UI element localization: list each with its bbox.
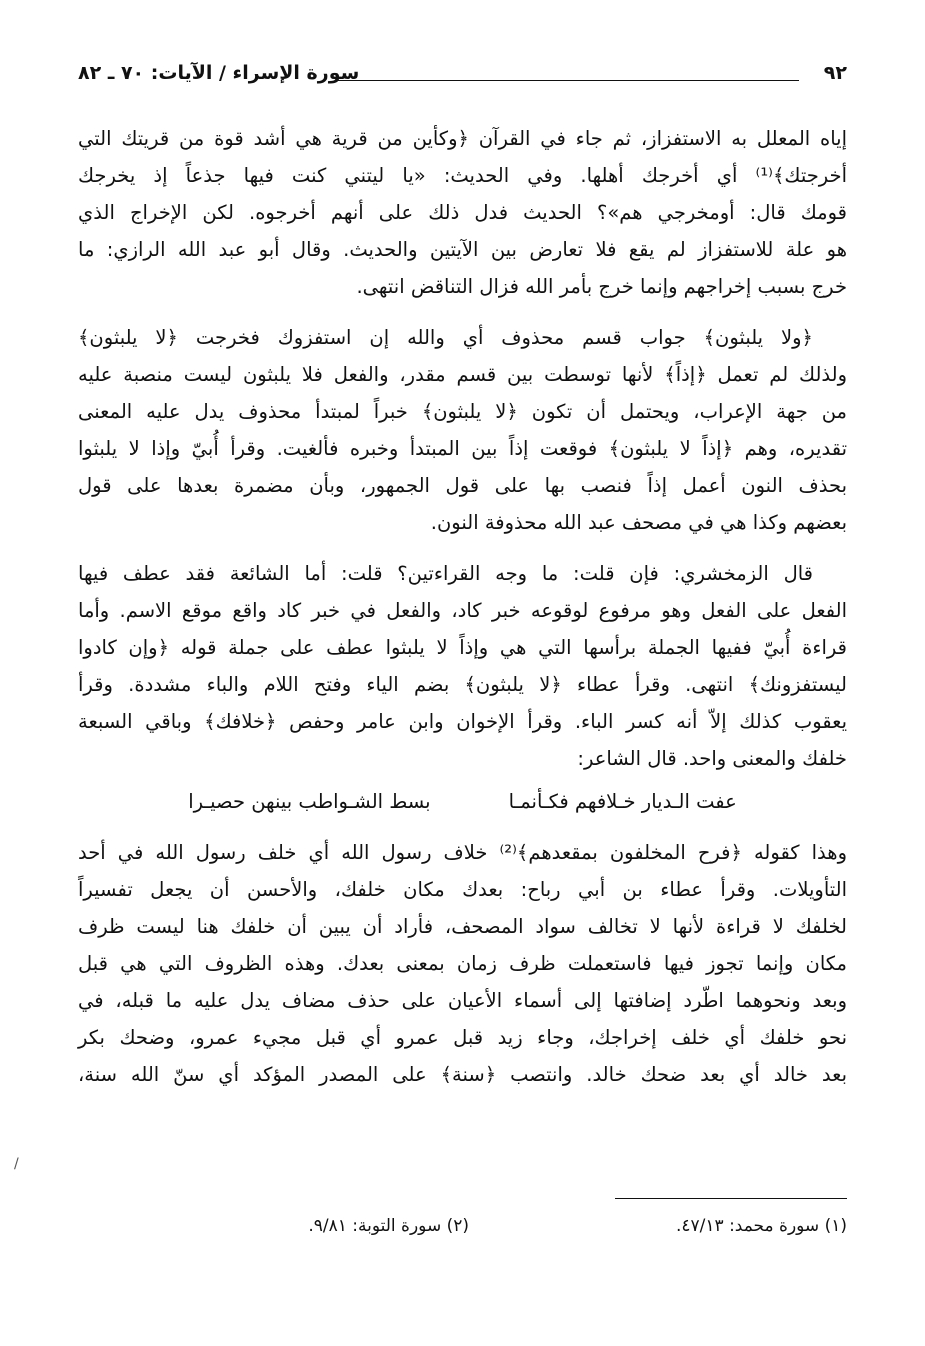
paragraph-3 — [78, 555, 847, 777]
text-line: الفعل على الفعل وهو مرفوع لوقوعه خبر كاد، والفعل في خبر كاد واقع موقع الاسم. وأما — [78, 599, 847, 622]
running-header — [78, 62, 847, 92]
page-body — [78, 120, 847, 1093]
verse-first-hemistich: عفت الـديار خـلافهم فكـأنمـا — [508, 790, 737, 813]
footnote-1: (١) سورة محمد: ٤٧/١٣. — [676, 1216, 847, 1236]
paragraph-4 — [78, 834, 847, 1093]
text-line: قومك قال: أومخرجي هم»؟ الحديث فدل ذلك على أنهم أخرجوه. لكن الإخراج الذي — [78, 201, 847, 224]
text-line: أخرجتك﴾⁽¹⁾ أي أخرجك أهلها. وفي الحديث: «يا ليتني كنت فيها جذعاً إذ يخرجك — [78, 164, 847, 187]
paragraph-2 — [78, 319, 847, 541]
text-line: تقديره، وهم ﴿إذاً لا يلبثون﴾ فوقعت إذاً بين المبتدأ وخبره فألغيت. وقرأ أُبيّ وإذا لا يلبثوا — [78, 437, 847, 460]
paragraph-gap — [78, 305, 847, 319]
text-line: مكان وإنما تجوز فيها فاستعملت ظرف زمان بمعنى بعدك. وهذه الظروف التي هي قبل — [78, 952, 847, 975]
page-number: ٩٢ — [823, 62, 847, 84]
paragraph-gap — [78, 820, 847, 834]
text-line: من جهة الإعراب، ويحتمل أن تكون ﴿لا يلبثون﴾ خبراً لمبتدأ محذوف يدل عليه المعنى — [78, 400, 847, 423]
text-line: خرج بسبب إخراجهم وإنما خرج بأمر الله فزال التناقض انتهى. — [356, 275, 847, 298]
text-line: خلفك والمعنى واحد. قال الشاعر: — [577, 747, 847, 770]
text-line: قال الزمخشري: فإن قلت: ما وجه القراءتين؟ قلت: أما الشائعة فقد عطف فيها — [78, 562, 813, 585]
text-line: نحو خلفك أي خلف إخراجك، وجاء زيد قبل عمرو أي قبل مجيء عمرو، وضحك بكر — [78, 1026, 847, 1049]
text-line: بعضهم وكذا هي في مصحف عبد الله محذوفة النون. — [430, 511, 847, 534]
margin-mark: / — [14, 1156, 19, 1172]
footnote-rule — [615, 1198, 847, 1199]
verse-second-hemistich: بسط الشـواطب بينهن حصيـرا — [188, 790, 431, 813]
text-line: بعد خالد أي بعد ضحك خالد. وانتصب ﴿سنة﴾ على المصدر المؤكد أي سنّ الله سنة، — [78, 1063, 847, 1086]
text-line: إياه المعلل به الاستفزاز، ثم جاء في القرآن ﴿وكأين من قرية هي أشد قوة من قريتك التي — [78, 127, 847, 150]
footnotes — [78, 1216, 847, 1246]
footnote-2: (٢) سورة التوبة: ٩/٨١. — [308, 1216, 469, 1236]
text-line: يعقوب كذلك إلاّ أنه كسر الباء. وقرأ الإخوان وابن عامر وحفص ﴿خلافك﴾ وباقي السبعة — [78, 710, 847, 733]
text-line: وهذا كقوله ﴿فرح المخلفون بمقعدهم﴾⁽²⁾ خلاف رسول الله أي خلف رسول الله في أحد — [78, 841, 847, 864]
header-rule — [336, 80, 799, 81]
text-line: ﴿ولا يلبثون﴾ جواب قسم محذوف أي والله إن استفزوك فخرجت ﴿لا يلبثون﴾ — [78, 326, 813, 349]
text-line: بحذف النون أعمل إذاً فنصب بها على قول الجمهور، وبأن مضمرة بعدها على قول — [78, 474, 847, 497]
text-line: قراءة أُبيّ ففيها الجملة برأسها التي هي وإذاً لا يلبثوا عطف على جملة قوله ﴿وإن كادوا — [78, 636, 847, 659]
running-title: سورة الإسراء / الآيات: ٧٠ ـ ٨٢ — [78, 62, 360, 84]
text-line: التأويلات. وقرأ عطاء بن أبي رباح: بعدك مكان خلفك، والأحسن أن يجعل تفسيراً — [78, 878, 847, 901]
paragraph-1 — [78, 120, 847, 305]
poetry-verse — [78, 783, 847, 820]
text-line: ليستفزونك﴾ انتهى. وقرأ عطاء ﴿لا يلبثون﴾ بضم الياء وفتح اللام والباء مشددة. وقرأ — [78, 673, 847, 696]
text-line: وبعد ونحوهما اطّرد إضافتها إلى أسماء الأعيان على حذف مضاف يدل عليه ما قبله، في — [78, 989, 847, 1012]
text-line: ولذلك لم تعمل ﴿إذاً﴾ لأنها توسطت بين قسم مقدر، والفعل فلا يلبثون ليست منصبة عليه — [78, 363, 847, 386]
text-line: هو علة للاستفزاز لم يقع فلا تعارض بين الآيتين والحديث. وقال أبو عبد الله الرازي: ما — [78, 238, 847, 261]
text-line: لخلفك لا قراءة لأنها لا تخالف سواد المصحف، فأراد أن يبين أن خلفك هنا ليست ظرف — [78, 915, 847, 938]
paragraph-gap — [78, 541, 847, 555]
